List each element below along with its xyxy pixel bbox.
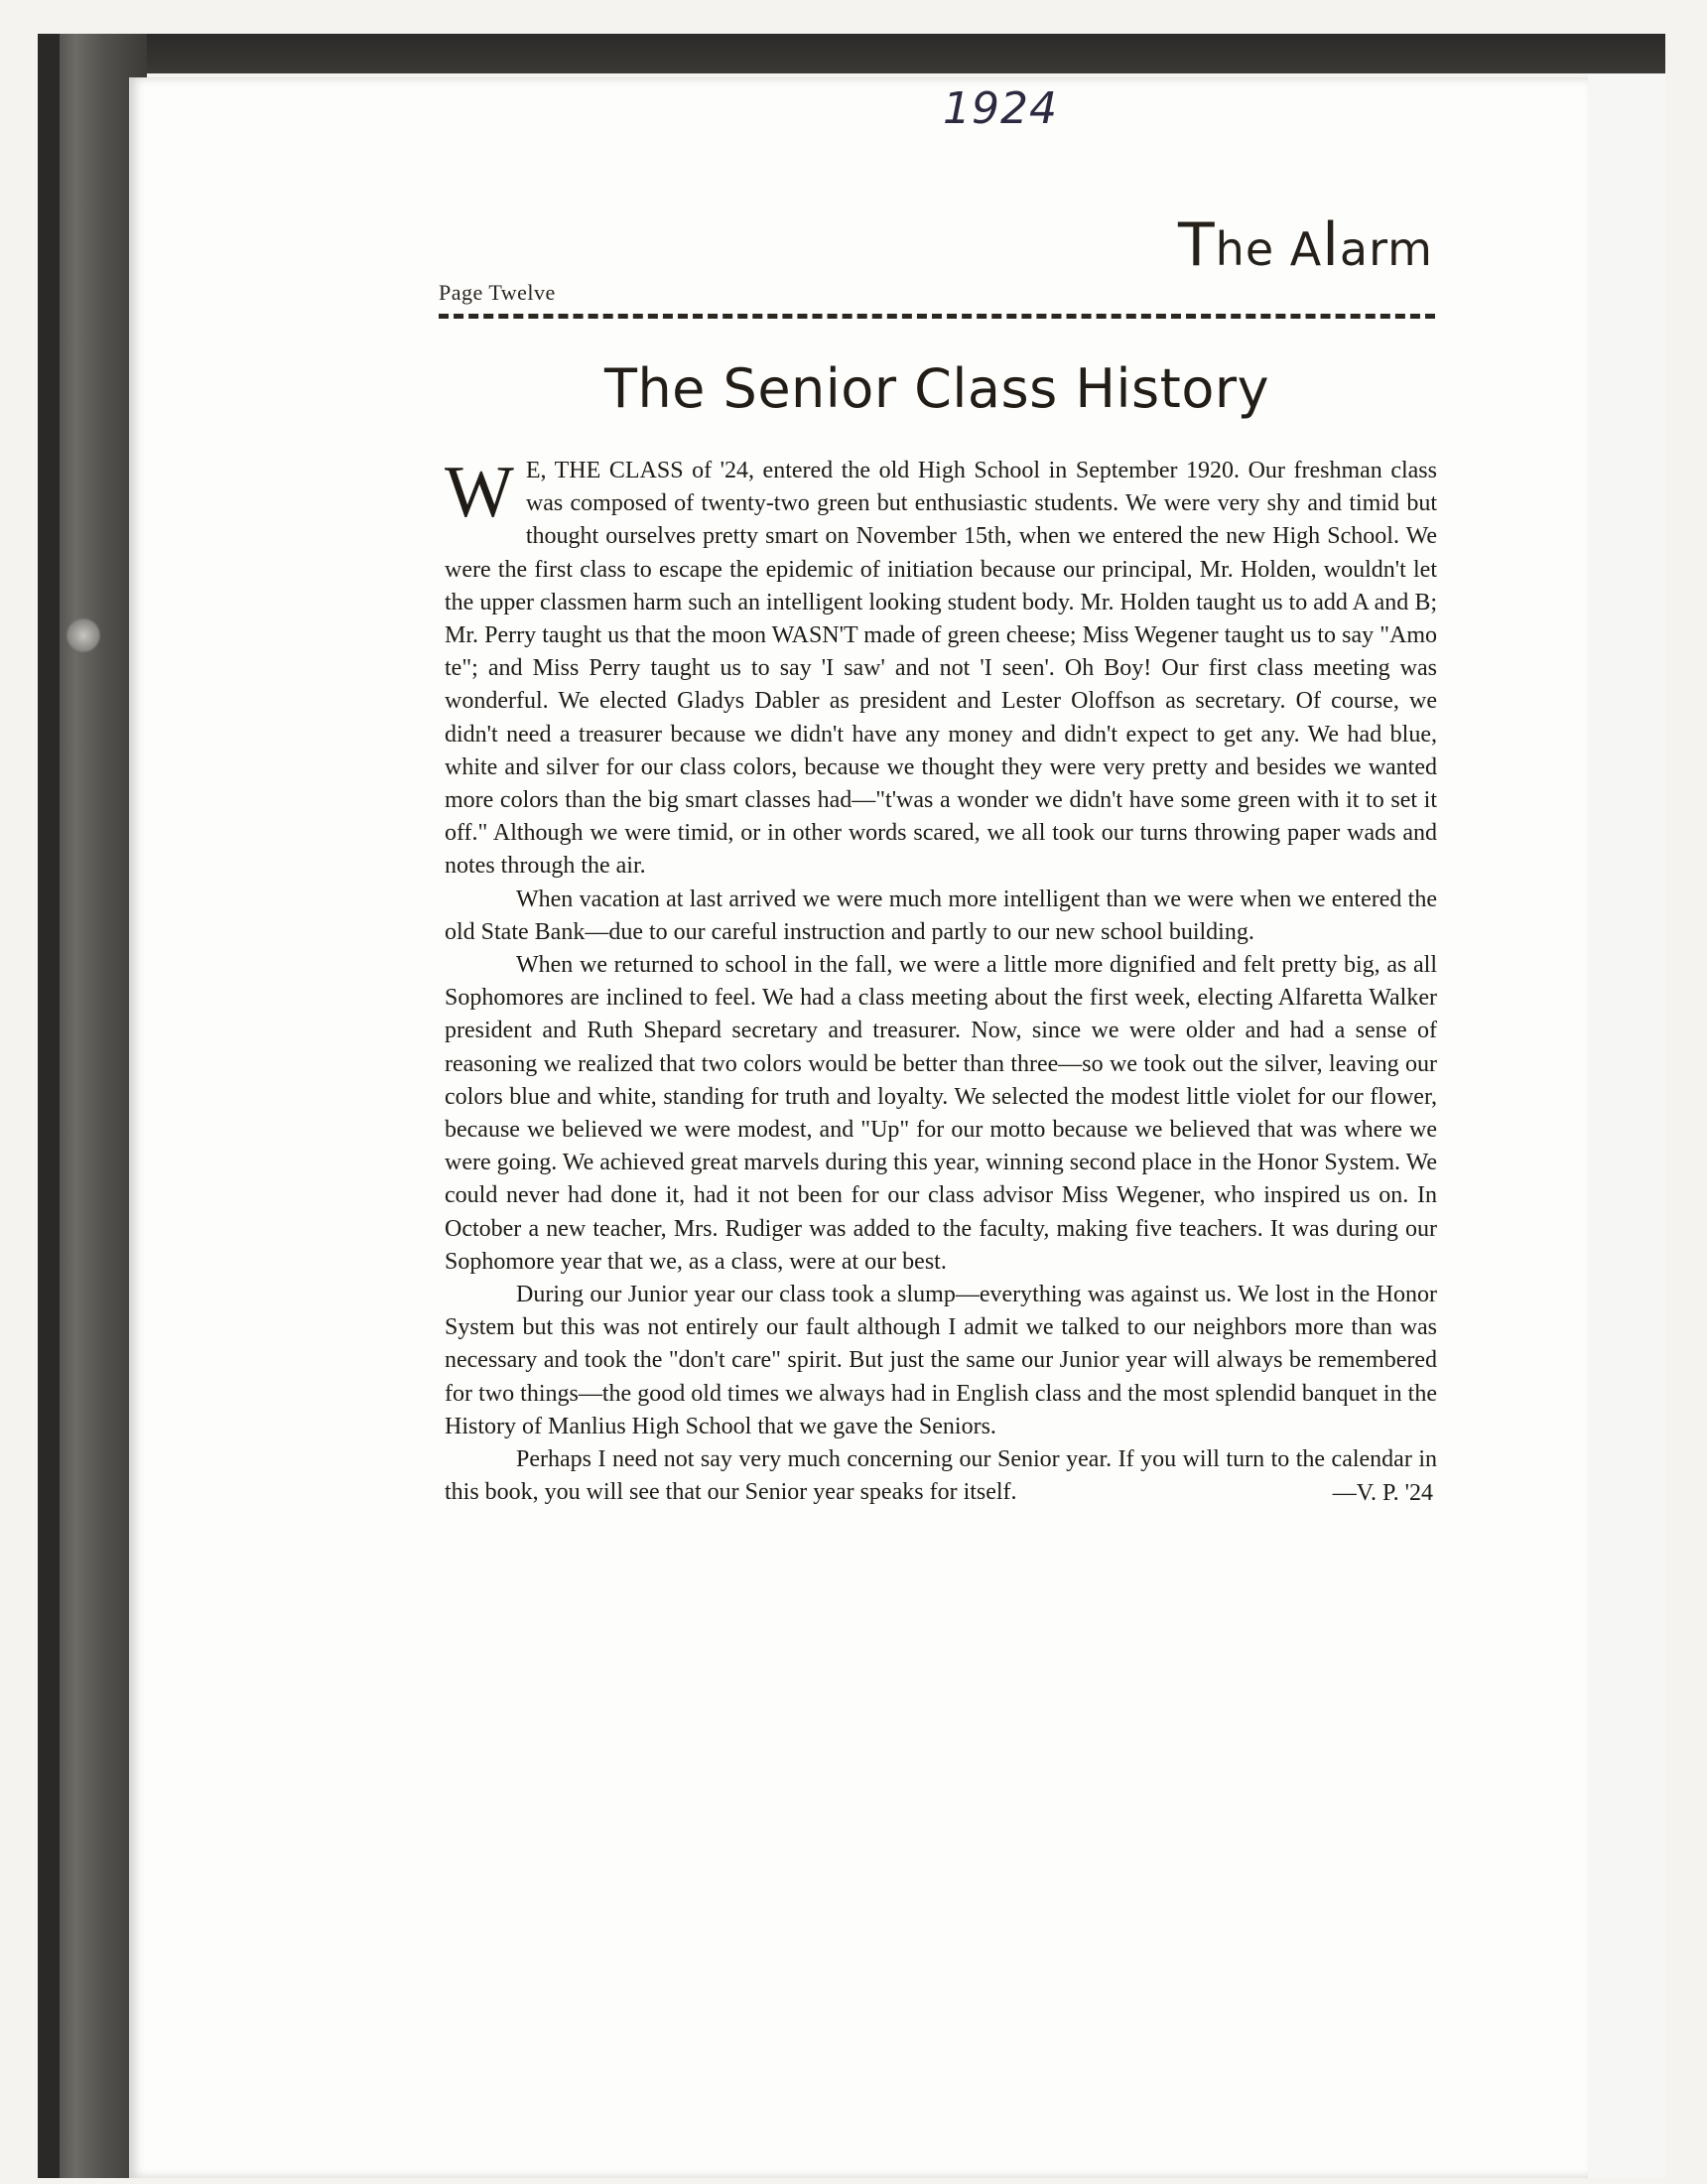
article-paragraph: When vacation at last arrived we were much more intelligent than we were when we entered the old State Bank—due to our careful instruction and partly to our new school building.: [445, 886, 1437, 945]
article-body: [445, 452, 1438, 1510]
page-header: [439, 203, 1435, 332]
author-signature: —V. P. '24: [1332, 1479, 1433, 1506]
masthead-tall-letter: l: [1322, 210, 1340, 280]
paragraph-text: E, THE CLASS of '24, entered the old High School in September 1920. Our freshman class was composed of twenty-two green but enthusiastic students. We were very shy and timid but thought ourselves pretty smart on November 15th, when we entered the new High School. We were the first class to escape the epidemic of initiation because our principal, Mr. Holden, wouldn't let the upper classmen harm such an intelligent looking student body. Mr. Holden taught us to add A and B; Mr. Perry taught us that the moon WASN'T made of green cheese; Miss Wegener taught us to say "Amo te"; and Miss Perry taught us to say 'I saw' and not 'I seen'. Oh Boy! Our first class meeting was wonderful. We elected Gladys Dabler as president and Lester Oloffson as secretary. Of course, we didn't need a treasurer because we didn't have any money and didn't expect to get any. We had blue, white and silver for our class colors, because we thought they were very pretty and besides we wanted more colors than the big smart classes had—"t'was a wonder we didn't have some green with it to set it off." Although we were timid, or in other words scared, we all took our turns throwing paper wads and notes through the air.: [445, 458, 1437, 880]
article-paragraph: When we returned to school in the fall, we were a little more dignified and felt pretty big, as all Sophomores are inclined to feel. We had a class meeting about the first week, electing Alfaretta Walker president and Ruth Shepard secretary and treasurer. Now, since we were older and had a sense of reasoning we realized that two colors would be better than three—so we took out the silver, leaving our colors blue and white, standing for truth and loyalty. We selected the modest little violet for our flower, because we believed we were modest, and "Up" for our motto because we believed that was where we were going. We achieved great marvels during this year, winning second place in the Honor System. We could never had done it, had it not been for our class advisor Miss Wegener, who inspired us on. In October a new teacher, Mrs. Rudiger was added to the faculty, making five teachers. It was during our Sophomore year that we, as a class, were at our best.: [445, 952, 1438, 1275]
masthead-end: arm: [1339, 222, 1433, 276]
drop-cap: W: [445, 452, 514, 533]
binding-mark: [66, 617, 101, 653]
scan-right-margin: [1588, 34, 1665, 2178]
article-paragraph: Perhaps I need not say very much concerning our Senior year. If you will turn to the calendar in this book, you will see that our Senior year speaks for itself.: [445, 1446, 1437, 1506]
header-dashed-rule: [439, 314, 1435, 319]
publication-masthead: [1178, 210, 1433, 280]
scan-left-edge: [38, 34, 60, 2178]
page-number-label: Page Twelve: [439, 280, 556, 305]
article-title: The Senior Class History: [603, 357, 1270, 420]
masthead-part: he A: [1215, 222, 1323, 276]
article-paragraph: During our Junior year our class took a slump—everything was against us. We lost in the Honor System but this was not entirely our fault although I admit we talked to our neighbors more than was necessary and took the "don't care" spirit. But just the same our Junior year will always be remembered for two things—the good old times we always had in English class and the most splendid banquet in the History of Manlius High School that we gave the Seniors.: [445, 1282, 1437, 1439]
scan-top-border: [38, 34, 1665, 73]
masthead-initial: T: [1178, 210, 1216, 280]
handwritten-year-annotation: 1924: [943, 83, 1058, 134]
article-paragraph: [445, 452, 1437, 884]
